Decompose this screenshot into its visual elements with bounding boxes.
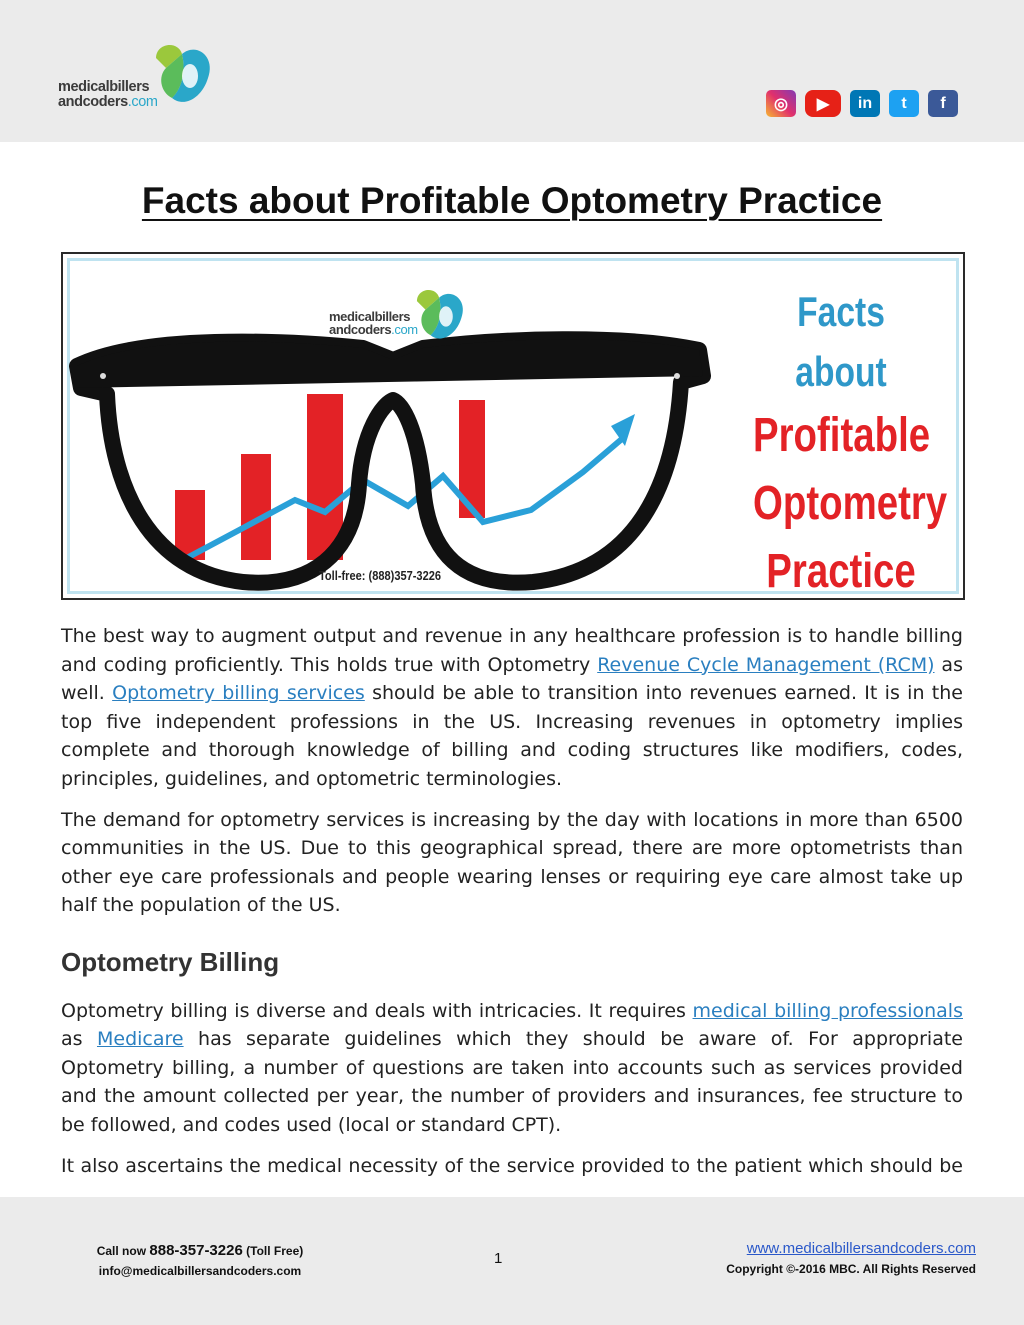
banner-heading (753, 282, 948, 606)
logo-wordmark (58, 80, 158, 110)
banner-logo-wordmark: medicalbillers andcoders.com (329, 309, 418, 337)
footer-copyright: Copyright ©-2016 MBC. All Rights Reserved (726, 1262, 976, 1276)
section-heading-optometry-billing: Optometry Billing (61, 946, 280, 977)
linkedin-icon[interactable]: in (850, 90, 880, 117)
banner-tollfree: Toll-free: (888)357-3226 (319, 568, 442, 583)
medical-billing-professionals-link[interactable]: medical billing professionals (692, 999, 963, 1022)
page-number: 1 (494, 1250, 503, 1267)
footer-contact: Call now 888-357-3226 (Toll Free) info@medicalbillersandcoders.com (80, 1241, 320, 1281)
company-logo[interactable] (58, 38, 223, 123)
banner-heading-line3: Optometry (753, 477, 948, 530)
rcm-link[interactable]: Revenue Cycle Management (RCM) (597, 653, 935, 676)
twitter-icon[interactable]: t (889, 90, 919, 117)
logo-line1: medicalbillers (58, 79, 150, 95)
footer-phone[interactable]: 888-357-3226 (149, 1242, 243, 1259)
banner-image (61, 252, 965, 600)
optometry-billing-services-link[interactable]: Optometry billing services (112, 682, 365, 705)
logo-line2: andcoders (58, 94, 128, 110)
paragraph-3: Optometry billing is diverse and deals with intricacies. It requires medical billing professionals as Medicare has separate guidelines which they should be aware of. For appropriate Optometry billing, a number of questions are taken into accounts such as services provided and the amount collected per year, the number of providers and insurances, fee structure to be followed, and codes used (local or standard CPT). (61, 999, 963, 1136)
banner-heading-line2: Profitable (753, 409, 931, 462)
trend-arrow-icon (611, 414, 635, 446)
social-links (766, 90, 958, 117)
banner-heading-line4: Practice (766, 545, 916, 598)
logo-com: .com (127, 94, 158, 110)
banner-logo (329, 284, 469, 354)
paragraph-2: The demand for optometry services is increasing by the day with locations in more than 6500 communities in the US. Due to this geographical spread, there are more optometrists than other eye care professionals and people wearing lenses or requiring eye care almost take up half the population of the US. (61, 808, 963, 917)
medicare-link[interactable]: Medicare (96, 1028, 184, 1051)
banner-heading-line1: Facts about (795, 288, 887, 395)
instagram-icon[interactable]: ◎ (766, 90, 796, 117)
footer-site-info (726, 1239, 976, 1279)
facebook-icon[interactable]: f (928, 90, 958, 117)
bar-2 (241, 454, 271, 560)
page-footer (0, 1197, 1024, 1325)
footer-email[interactable]: info@medicalbillersandcoders.com (98, 1264, 302, 1278)
paragraph-1: The best way to augment output and revenue in any healthcare profession is to handle billing and coding proficiently. This holds true with Optometry Revenue Cycle Management (RCM) as well. Optometry billing services should be able to transition into revenues earned. It is in the top five independent professions in the US. Increasing revenues in optometry implies complete and thorough knowledge of billing and coding structures like modifiers, codes, principles, guidelines, and optometric terminologies. (61, 625, 963, 790)
page-header (0, 0, 1024, 142)
page-title: Facts about Profitable Optometry Practice (141, 180, 883, 221)
youtube-icon[interactable]: ▶ (805, 90, 841, 117)
paragraph-4: It also ascertains the medical necessity of the service provided to the patient which should be (61, 1154, 963, 1177)
article-body (61, 622, 963, 1192)
footer-website-link[interactable]: www.medicalbillersandcoders.com (746, 1240, 976, 1257)
